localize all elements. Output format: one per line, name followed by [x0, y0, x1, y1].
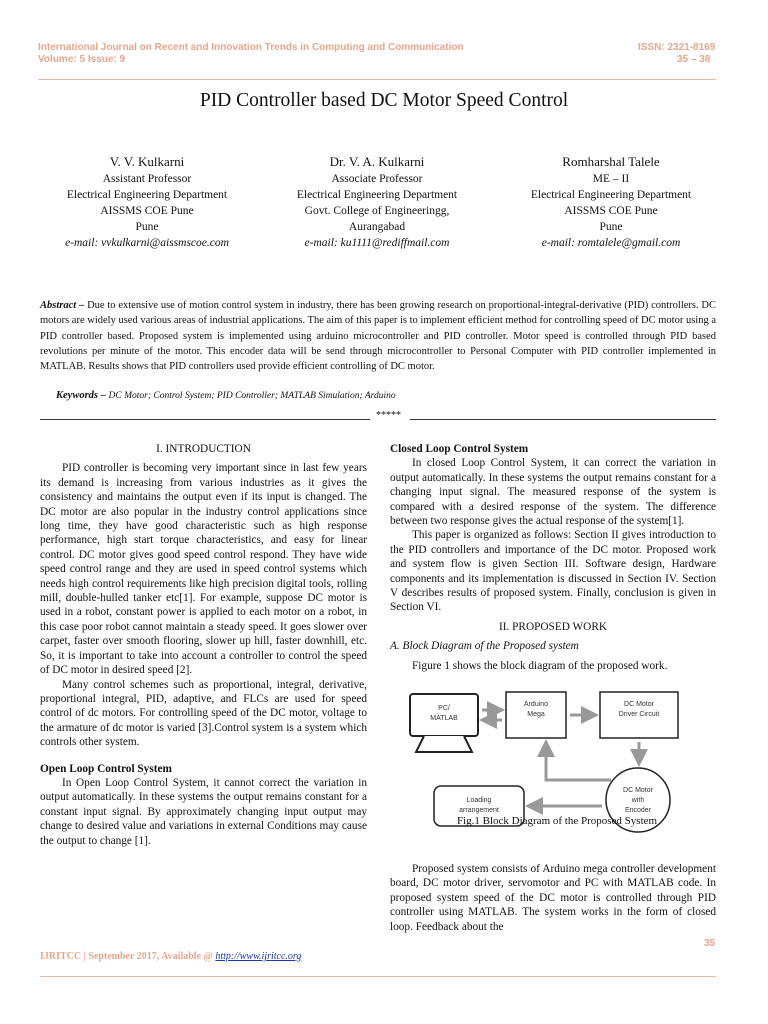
- author-name: Romharshal Talele: [562, 154, 660, 169]
- organization-paragraph: This paper is organized as follows: Section II gives introduction to the PID controllers and importance of the DC motor. Proposed work and system flow is given Section III. Software design, Hardware components and its implementation is discussed in Section IV. Section V describes results of proposed system. Finally, conclusion is given in Section VI.: [390, 529, 716, 614]
- footer: [40, 951, 301, 962]
- separator-rule-right: [410, 419, 716, 420]
- author-dept: Electrical Engineering Department: [66, 189, 228, 201]
- author-name: V. V. Kulkarni: [109, 154, 185, 169]
- loading-label-line2: arrangement: [459, 807, 499, 814]
- author-dept: Electrical Engineering Department: [530, 189, 692, 201]
- journal-volume: Volume: 5 Issue: 9: [38, 54, 126, 65]
- driver-block: [600, 692, 678, 738]
- author-dept: Electrical Engineering Department: [296, 189, 458, 201]
- intro-paragraph-1: PID controller is becoming very important since in last few years its demand is increasing from various industries as it gives the consistency and maintains the output even if its input is changed. The DC motor are also popular in the industry control applications since long time, they have good characteristic such as high response performance, high start torque characteristics, and easy for linear control. DC motor gives good speed control respond. They have wide speed control range and they are used in speed control systems which needs high control requirements like high precision digital tools, rolling mill, double-hulled tanker etc[1]. For example, suppose DC motor is used in a robot, constant power is applied to each motor on a robot, in this case poor robot cannot maintain a steady speed. It goes slower over carpet, faster over smooth flooring, slower up hill, faster downhill, etc. So, it is important to take into account a controller to control the speed of DC motor in desired speed [2].: [40, 462, 367, 677]
- proposed-system-paragraph: Proposed system consists of Arduino mega controller development board, DC motor driver, servomotor and PC with MATLAB code. In proposed system speed of the DC motor is controlled through PID controller using MATLAB. The system works in the form of closed loop. Feedback about the: [390, 863, 716, 933]
- journal-issn: ISSN: 2321-8169: [638, 42, 716, 53]
- abstract: [40, 298, 716, 374]
- keywords-text: DC Motor; Control System; PID Controller; MATLAB Simulation; Arduino: [108, 391, 396, 401]
- author-inst: Govt. College of Engineeringg,: [304, 205, 450, 217]
- author-name: Dr. V. A. Kulkarni: [329, 154, 425, 169]
- section-heading-proposed-work: II. PROPOSED WORK: [498, 620, 608, 633]
- journal-pages: 35 – 38: [677, 54, 711, 65]
- author-3: [496, 153, 726, 251]
- subsection-block-diagram: A. Block Diagram of the Proposed system: [390, 640, 579, 653]
- abstract-text: Due to extensive use of motion control system in industry, there has been growing research on proportional-integral-derivative (PID) controllers. DC motors are widely used various areas of industrial applications. The aim of this paper is to implement efficient method for controlling speed of DC motor using a PID controller based. Proposed system is implemented using arduino microcontroller and PID controller. Motor speed is controlled through PID based revolutions per minute of the motor. This encoder data will be send through microcontroller to Personal Computer with PID controller implemented in MATLAB. Results shows that PID controllers used provide efficient controlling of DC motor.: [40, 300, 716, 373]
- page-number: 35: [704, 938, 716, 949]
- intro-paragraph-2: Many control schemes such as proportional, integral, derivative, proportional integral, PID, adaptive, and FLCs are used for speed control of dc motors. For controlling speed of the DC motor, voltage to the armature of dc motor is varied [3].Control system is a system which controls other system.: [40, 678, 367, 749]
- author-inst: AISSMS COE Pune: [100, 205, 194, 217]
- open-loop-paragraph: In Open Loop Control System, it cannot correct the variation in output automatically. In these systems the output remains constant for a constant input signal. By approximately changing input output may change to desired value and variations in external Conditions may cause the output to change [1].: [40, 776, 367, 847]
- keywords: [56, 390, 396, 401]
- motor-label-line2: with: [631, 797, 645, 804]
- paper-title: PID Controller based DC Motor Speed Control: [199, 90, 569, 111]
- arduino-label-line1: Arduino: [523, 701, 549, 708]
- author-email: e-mail: vvkulkarni@aissmscoe.com: [65, 237, 229, 249]
- driver-label-line2: Driver Circuit: [618, 711, 660, 718]
- footer-rule: [40, 976, 716, 977]
- pc-label-line2: MATLAB: [430, 715, 458, 722]
- author-1: [32, 153, 262, 251]
- motor-label-line3: Encoder: [624, 807, 652, 814]
- separator-stars: *****: [376, 410, 401, 421]
- author-role: Associate Professor: [331, 173, 423, 185]
- arduino-block: [506, 692, 566, 738]
- open-loop-heading: Open Loop Control System: [40, 762, 172, 775]
- header-rule: [38, 79, 716, 80]
- driver-label-line1: DC Motor: [624, 701, 654, 708]
- closed-loop-heading: Closed Loop Control System: [390, 443, 529, 455]
- figure-caption: Fig.1 Block Diagram of the Proposed System: [456, 815, 658, 827]
- loading-label-line1: Loading: [466, 797, 492, 804]
- right-column: [390, 442, 716, 673]
- author-city: Pune: [135, 221, 159, 233]
- author-2: [262, 153, 492, 251]
- journal-website-link[interactable]: http://www.ijritcc.org: [215, 951, 302, 962]
- figure-intro-text: Figure 1 shows the block diagram of the proposed work.: [412, 659, 668, 672]
- right-column-lower: [390, 862, 716, 934]
- left-column: [40, 442, 367, 848]
- footer-text: IJRITCC | September 2017, Available @: [40, 951, 213, 962]
- author-email: e-mail: ku1111@rediffmail.com: [304, 237, 450, 249]
- journal-title: International Journal on Recent and Innovation Trends in Computing and Communication: [38, 42, 464, 53]
- separator-rule-left: [40, 419, 370, 420]
- pc-matlab-block: [410, 694, 478, 752]
- motor-label-line1: DC Motor: [623, 787, 653, 794]
- pc-label-line1: PC/: [438, 705, 450, 712]
- block-diagram-figure: [406, 688, 706, 836]
- author-inst: AISSMS COE Pune: [564, 205, 658, 217]
- author-email: e-mail: romtalele@gmail.com: [541, 237, 681, 249]
- arduino-label-line2: Mega: [527, 711, 545, 718]
- keywords-label: Keywords –: [56, 390, 106, 401]
- section-heading-introduction: I. INTRODUCTION: [156, 443, 251, 455]
- closed-loop-paragraph: In closed Loop Control System, it can correct the variation in output automatically. In these systems the output remains constant for a changing input signal. The measured response of the system is compared with a desired response of the system. The difference between two response gives the actual response of the system[1].: [390, 457, 716, 528]
- author-inst2: Aurangabad: [348, 221, 406, 233]
- author-city: Pune: [599, 221, 623, 233]
- separator: [40, 409, 716, 423]
- author-role: Assistant Professor: [102, 173, 192, 185]
- author-role: ME – II: [592, 173, 630, 185]
- abstract-label: Abstract –: [40, 300, 85, 311]
